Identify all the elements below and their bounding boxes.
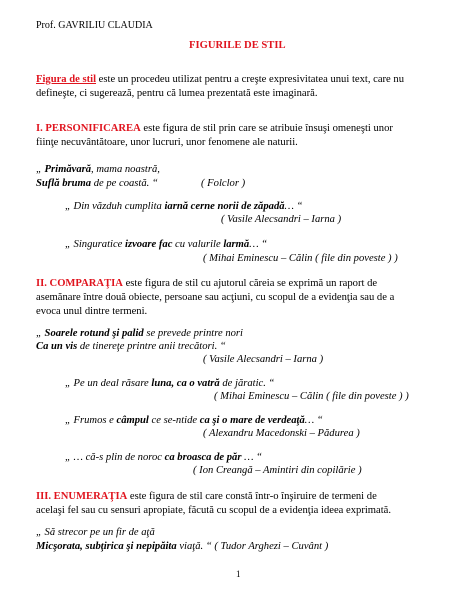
example-source: ( Vasile Alecsandri – Iarna ) — [203, 354, 324, 365]
example-source: ( Folclor ) — [201, 178, 246, 189]
intro-term: Figura de stil — [36, 74, 97, 85]
example-line: Ca un vis de tinereţe printre anii trecători. “ — [36, 341, 226, 352]
section-heading-enumeratia: III. ENUMERAŢIA — [36, 491, 128, 502]
comparatia-definition-line-2: asemănare între două obiecte, persoane sau acţiuni, cu scopul de a evidenţia sau de a — [36, 292, 395, 303]
example-source: ( Vasile Alecsandri – Iarna ) — [221, 214, 342, 225]
page-number: 1 — [236, 569, 241, 579]
enumeratia-definition-line-2: acelaşi fel sau cu sensuri apropiate, făcută cu scopul de a evidenţia ideea exprimată. — [36, 505, 392, 516]
personificarea-definition-line-1: I. PERSONIFICAREA este figura de stil prin care se atribuie însuşi omeneşti unor — [36, 123, 393, 134]
comparatia-definition-line-1: II. COMPARAŢIA este figura de stil cu ajutorul căreia se exprimă un raport de — [36, 278, 378, 289]
example-line: „ Frumos e câmpul ce se-ntide ca şi o mare de verdeaţă… “ — [65, 415, 323, 426]
example-line: „ … că-s plin de noroc ca broasca de păr … “ — [65, 452, 263, 463]
intro-line-1: Figura de stil este un procedeu utilizat pentru a creşte expresivitatea unui text, care nu — [36, 74, 405, 85]
example-line: „ Singuratice izvoare fac cu valurile larmă… “ — [65, 239, 268, 250]
example-line: „ Pe un deal răsare luna, ca o vatră de jăratic. “ — [65, 378, 275, 389]
enumeratia-definition-line-1: III. ENUMERAŢIA este figura de stil care constă într-o înşiruire de termeni de — [36, 491, 377, 502]
example-line: „ Soarele rotund şi palid se prevede printre nori — [36, 328, 243, 339]
example-source: ( Mihai Eminescu – Călin ( file din poveste ) ) — [203, 253, 398, 264]
personificarea-definition-line-2: fiinţe necuvântătoare, unor lucruri, unor fenomene ale naturii. — [36, 137, 298, 148]
example-line: „ Primăvară, mama noastră, — [36, 164, 160, 175]
example-line: „ Din văzduh cumplita iarnă cerne norii de zăpadă… “ — [65, 201, 303, 212]
example-source: ( Alexandru Macedonski – Pădurea ) — [203, 428, 360, 439]
example-line: „ Să strecor pe un fir de aţă — [36, 527, 155, 538]
section-heading-personificarea: I. PERSONIFICAREA — [36, 123, 141, 134]
example-source: ( Mihai Eminescu – Călin ( file din poveste ) ) — [214, 391, 409, 402]
section-heading-comparatia: II. COMPARAŢIA — [36, 278, 123, 289]
example-line: Suflă bruma de pe coastă. “ — [36, 178, 158, 189]
page-title: FIGURILE DE STIL — [189, 40, 286, 51]
example-source: ( Ion Creangă – Amintiri din copilărie ) — [193, 465, 362, 476]
comparatia-definition-line-3: evoca unul dintre termeni. — [36, 306, 148, 317]
example-line: Micşorata, subţirica şi nepipăita viaţă. “ ( Tudor Arghezi – Cuvânt ) — [36, 541, 329, 552]
intro-line-2: defineşte, ci sugerează, pentru că lumea prezentată este imaginară. — [36, 88, 318, 99]
author-header: Prof. GAVRILIU CLAUDIA — [36, 20, 153, 31]
